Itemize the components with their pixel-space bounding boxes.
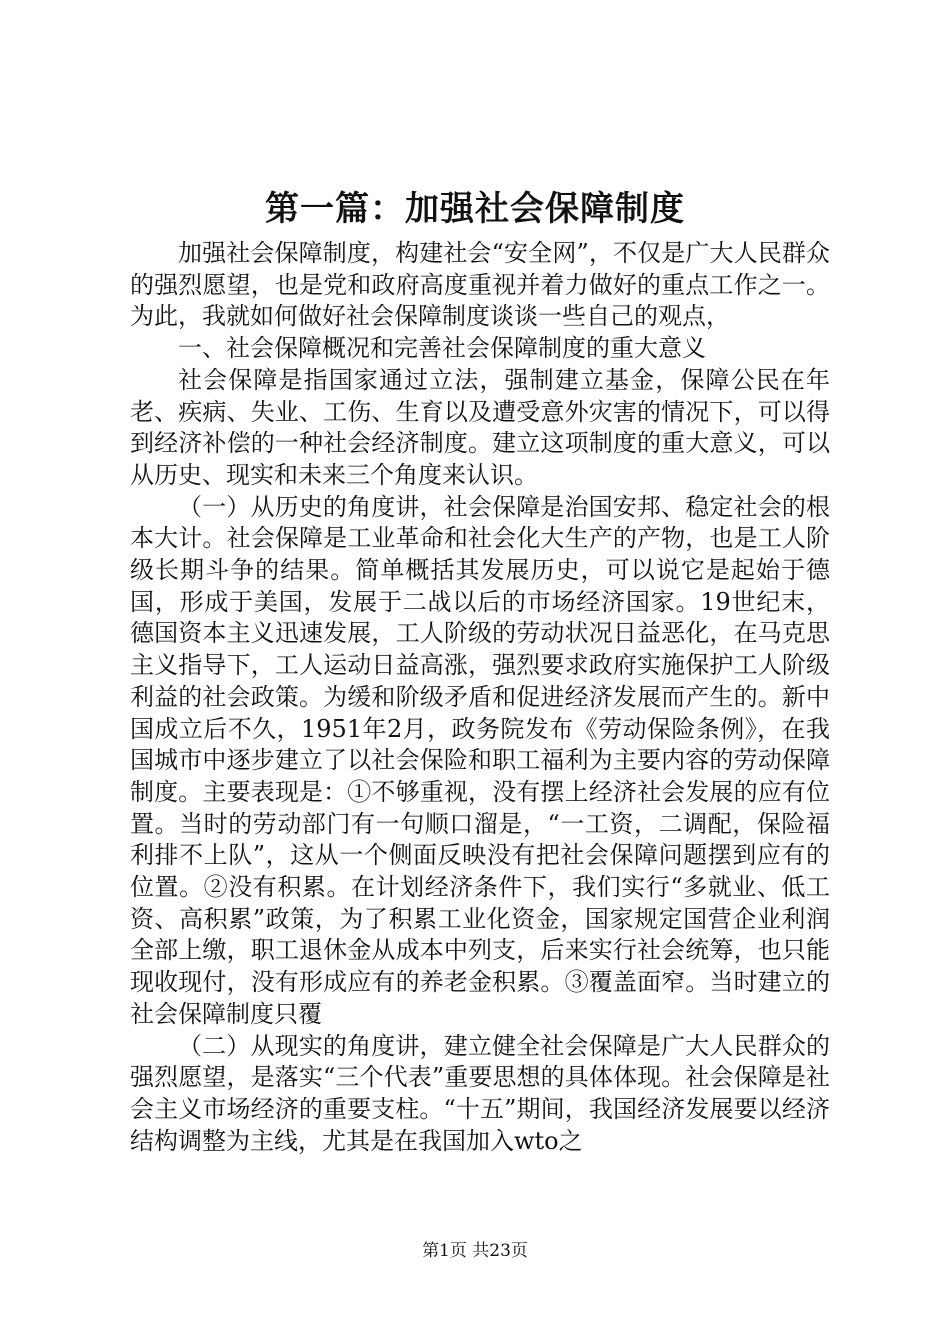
paragraph-definition: 社会保障是指国家通过立法，强制建立基金，保障公民在年老、疾病、失业、工伤、生育以及遭受意外灾害的情况下，可以得到经济补偿的一种社会经济制度。建立这项制度的重大意义，可以从历史、现实和未来三个角度来认识。 — [130, 365, 830, 489]
page-footer: 第1页 共23页 — [422, 1241, 528, 1261]
document-body — [130, 238, 830, 1157]
paragraph-history: （一）从历史的角度讲，社会保障是治国安邦、稳定社会的根本大计。社会保障是工业革命和社会化大生产的产物，也是工人阶级长期斗争的结果。简单概括其发展历史，可以说它是起始于德国，形成于美国，发展于二战以后的市场经济国家。19世纪末，德国资本主义迅速发展，工人阶级的劳动状况日益恶化，在马克思主义指导下，工人运动日益高涨，强烈要求政府实施保护工人阶级利益的社会政策。为缓和阶级矛盾和促进经济发展而产生的。新中国成立后不久，1951年2月，政务院发布《劳动保险条例》，在我国城市中逐步建立了以社会保险和职工福利为主要内容的劳动保障制度。主要表现是：①不够重视，没有摆上经济社会发展的应有位置。当时的劳动部门有一句顺口溜是，“一工资，二调配，保险福利排不上队”，这从一个侧面反映没有把社会保障问题摆到应有的位置。②没有积累。在计划经济条件下，我们实行“多就业、低工资、高积累”政策，为了积累工业化资金，国家规定国营企业利润全部上缴，职工退休金从成本中列支，后来实行社会统筹，也只能现收现付，没有形成应有的养老金积累。③覆盖面窄。当时建立的社会保障制度只覆 — [130, 492, 830, 1028]
section-heading: 一、社会保障概况和完善社会保障制度的重大意义 — [178, 334, 706, 363]
document-title: 第一篇：加强社会保障制度 — [265, 189, 685, 229]
paragraph-reality: （二）从现实的角度讲，建立健全社会保障是广大人民群众的强烈愿望，是落实“三个代表”重要思想的具体体现。社会保障是社会主义市场经济的重要支柱。“十五”期间，我国经济发展要以经济结构调整为主线，尤其是在我国加入wto之 — [130, 1031, 830, 1155]
paragraph-intro: 加强社会保障制度，构建社会“安全网”，不仅是广大人民群众的强烈愿望，也是党和政府高度重视并着力做好的重点工作之一。为此，我就如何做好社会保障制度谈谈一些自己的观点， — [130, 239, 830, 331]
